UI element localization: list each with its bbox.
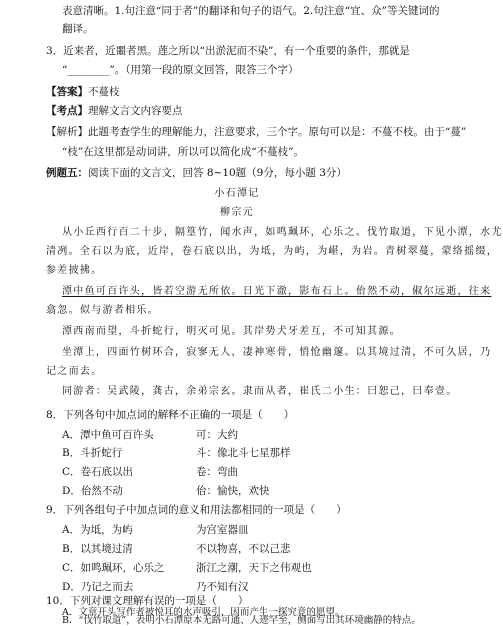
q8-option-b-gloss: 斗：像北斗七星那样 [196,447,291,459]
example-text: 阅读下面的文言文，回答 8~10题（9分，每小题 3分） [88,167,347,179]
question-9-stem: 9．下列各组句子中加点词的意义和用法都相同的一项是（ ） [46,504,347,516]
passage-line: 潭中鱼可百许头，皆若空游无所依。日光下澈，影布石上。佁然不动，俶尔远逝，往来 [62,286,492,297]
example-heading [46,166,347,180]
q9-option-c: C．如鸣珮环，心乐之 [62,562,165,574]
q8-option-d: D．佁然不动 [62,485,123,497]
q9-option-c-compare: 浙江之潮，天下之伟观也 [196,562,312,574]
q9-option-b: B．以其境过清 [62,543,133,555]
q8-option-b: B．斗折蛇行 [62,447,123,459]
passage-line: 潭西南而望，斗折蛇行，明灭可见。其岸势犬牙差互，不可知其源。 [62,326,401,337]
passage-title: 小石潭记 [214,188,260,199]
q9-option-d-compare: 乃不知有汉 [196,581,249,593]
example-label: 例题五： [46,167,88,179]
q9-option-a: A．为坻，为屿 [62,524,133,536]
kaodian-label: 【考点】 [46,105,88,117]
q8-option-a-gloss: 可：大约 [196,429,238,441]
passage-line: 从小丘西行百二十步，隔篁竹，闻水声，如鸣珮环，心乐之。伐竹取道，下见小潭，水尤 [62,227,503,238]
answer-text: 不蔓枝 [88,86,120,98]
passage-line: 坐潭上，四面竹树环合，寂寥无人，凄神寒骨，悄怆幽邃。以其境过清，不可久居，乃 [62,347,492,358]
kaodian-row [46,104,183,118]
q9-option-b-compare: 不以物喜，不以己悲 [196,543,291,555]
question-3-blank: “________”。（用第一段的原文回答，限答三个字） [62,64,299,76]
question-10-stem: 10．下列对课文理解有误的一项是（ ） [46,595,249,607]
q10-option-b: B．“伐竹取道”，表明小石潭原本无路可通、人迹罕至，侧面写出其环境幽静的特点。 [62,615,421,626]
passage-author: 柳宗元 [220,207,254,218]
text-line: 表意清晰。1.句注意“同于者”的翻译和句子的语气。2.句注意“宜、众”等关键词的 [62,5,440,17]
kaodian-text: 理解文言文内容要点 [88,105,183,117]
passage-line: 清冽。全石以为底，近岸，卷石底以出，为坻，为屿，为嵁，为岩。青树翠蔓，蒙络摇缀， [46,246,498,257]
q8-option-d-gloss: 佁：愉快，欢快 [196,485,270,497]
passage-line: 翕忽。似与游者相乐。 [46,305,159,316]
answer-row [46,85,120,99]
question-3: 3．近来者，近噩者黑。莲之所以“出淤泥而不染”，有一个重要的条件，那就是 [46,45,410,57]
answer-label: 【答案】 [46,86,88,98]
passage-line: 同游者：吴武陵，龚古，余弟宗玄。隶而从者，崔氏二小生：曰恕己，曰奉壹。 [62,386,458,397]
passage-line: 记之而去。 [46,366,103,377]
q9-option-d: D．乃记之而去 [62,581,134,593]
jiexi-line: 【解析】此题考查学生的理解能力，注意要求，三个字。原句可以是：不蔓不枝。由于“蔓” [46,126,467,138]
text-line: 翻译。 [62,23,94,35]
question-8-stem: 8．下列各句中加点词的解释不正确的一项是（ ） [46,409,295,421]
q8-option-a: A．潭中鱼可百许头 [62,429,154,441]
q10-option-a: A．文章开头写作者被悦耳的水声吸引，因而产生一探究竟的愿望。 [62,607,345,618]
q8-option-c: C．卷石底以出 [62,466,134,478]
q8-option-c-gloss: 卷：弯曲 [196,466,238,478]
passage-line: 参差披拂。 [46,265,103,276]
jiexi-line: “枝”在这里都是动词讲，所以可以简化成“不蔓枝”。 [62,146,304,158]
q9-option-a-compare: 为宫室器皿 [196,524,249,536]
